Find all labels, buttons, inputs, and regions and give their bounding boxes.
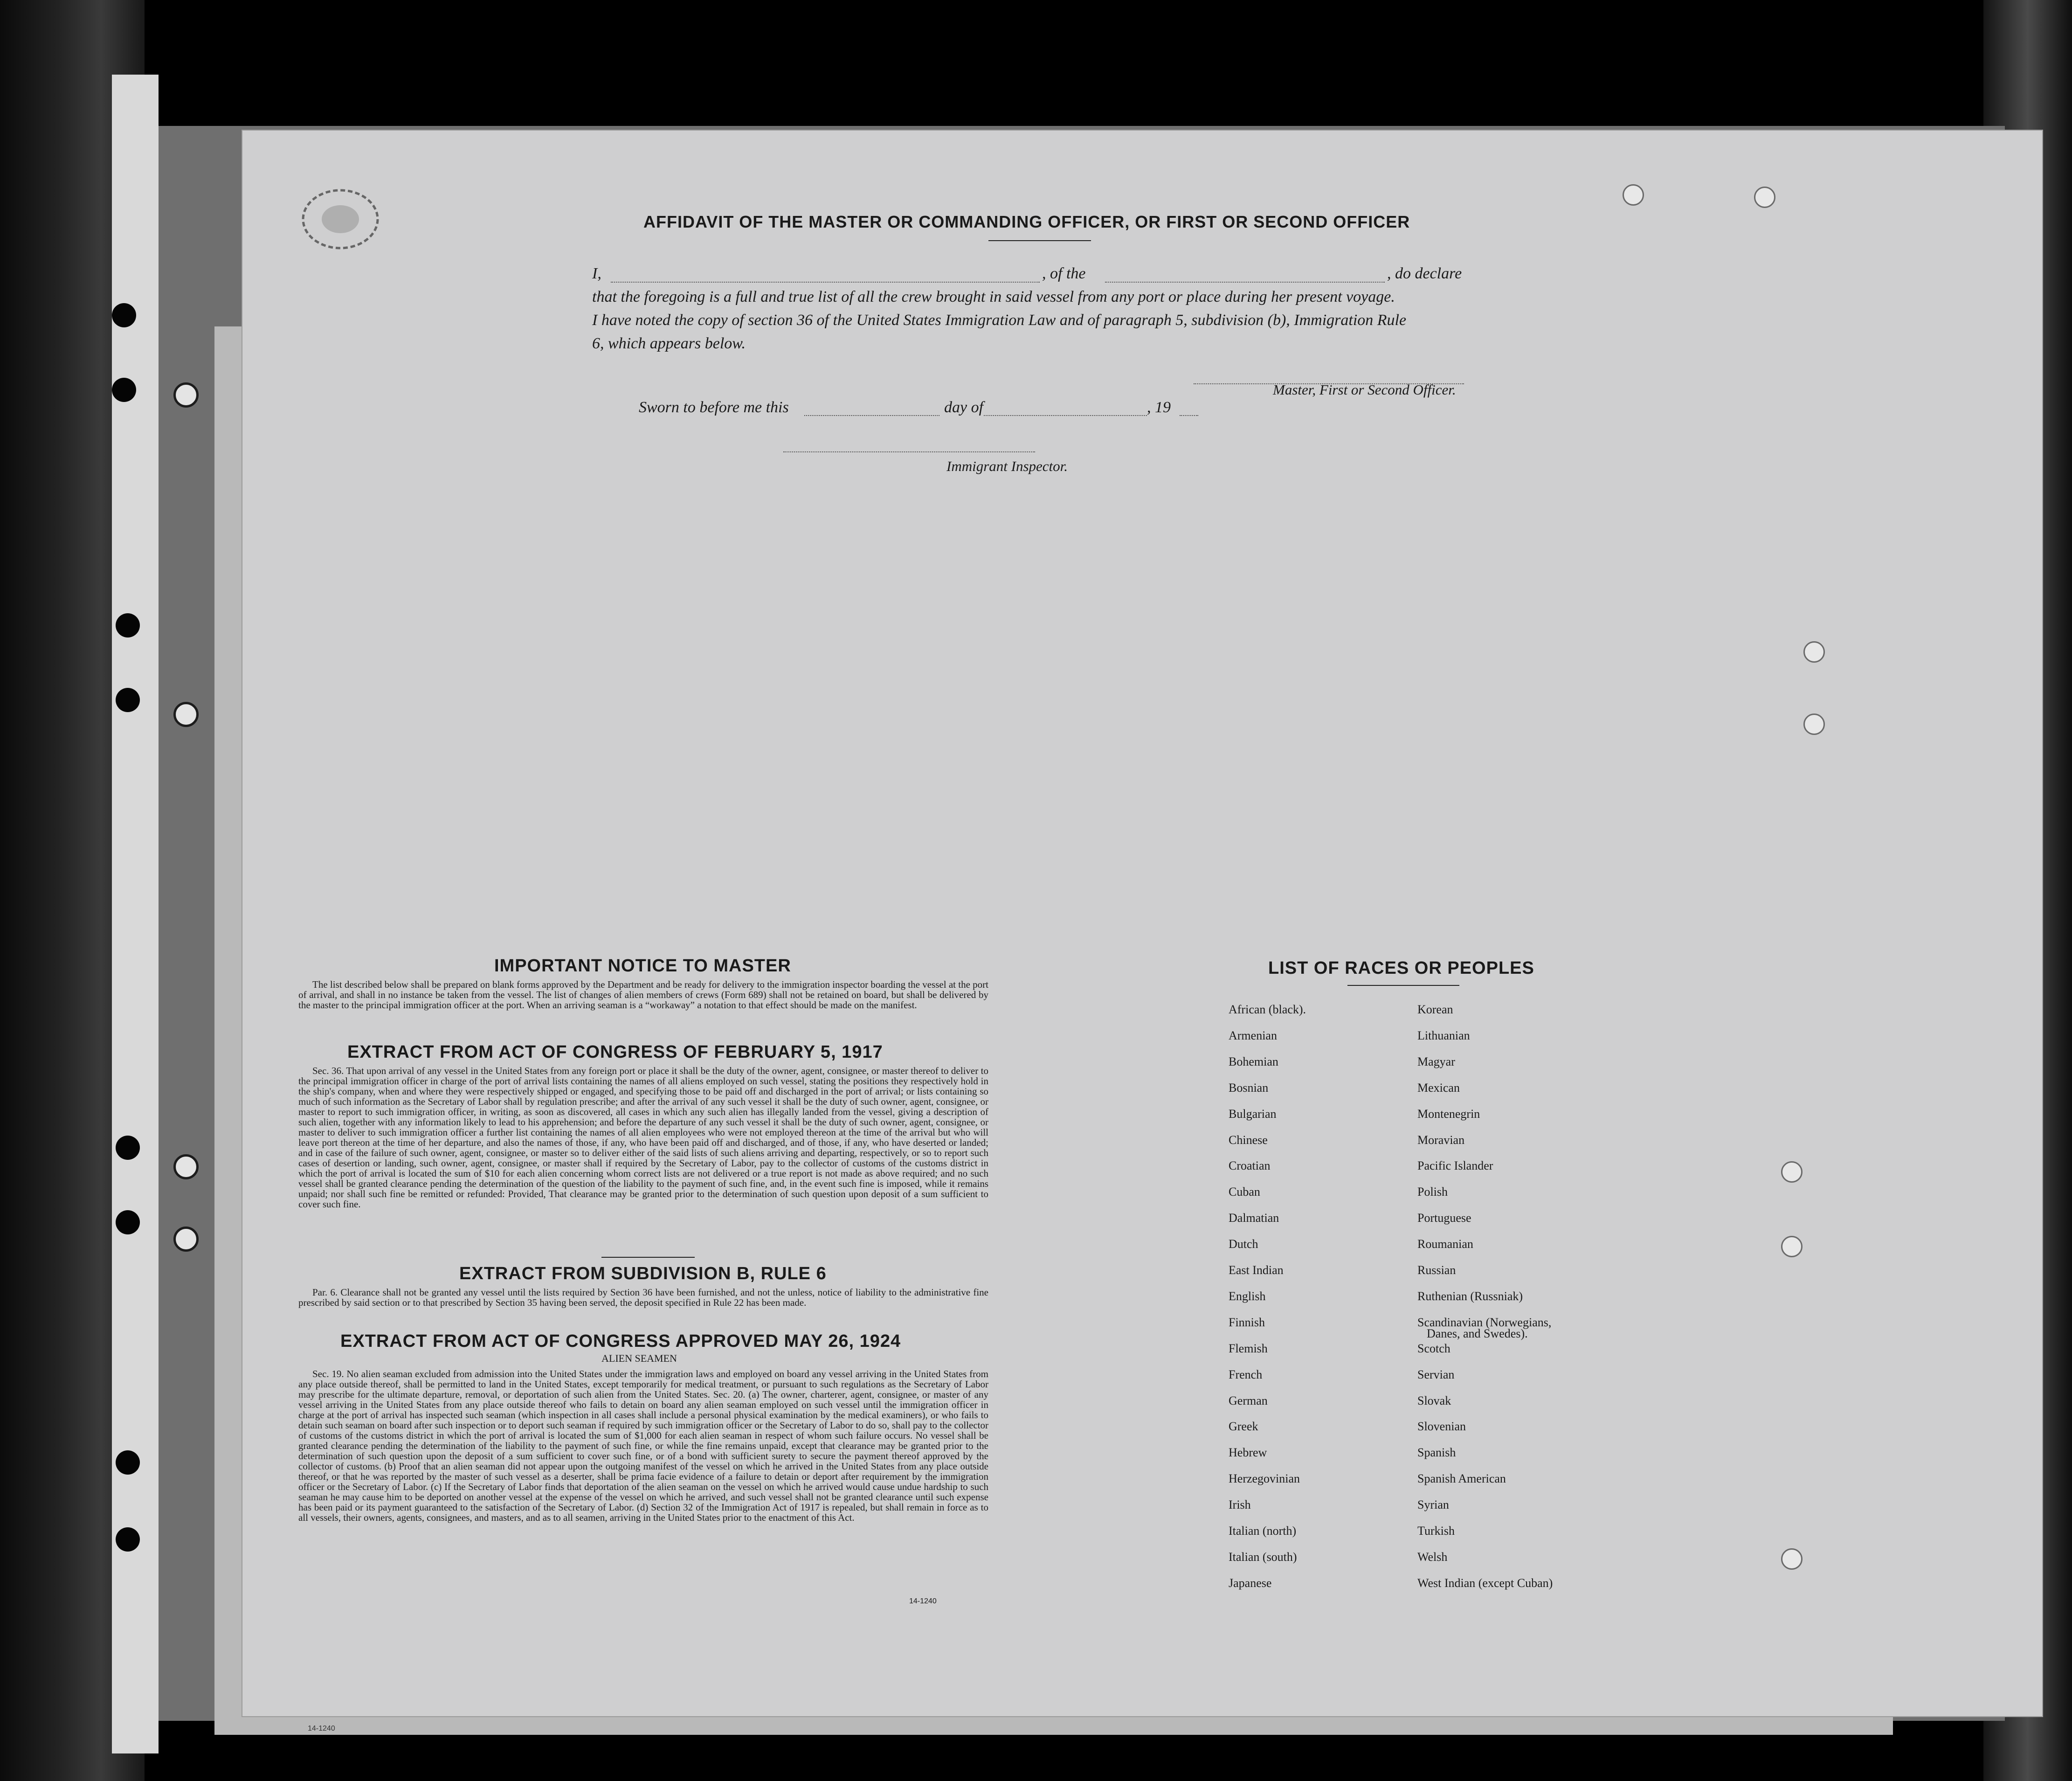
race-item: English [1229, 1289, 1266, 1303]
race-item: Spanish American [1417, 1472, 1506, 1485]
seal-stamp [298, 182, 382, 256]
affidavit-line4: 6, which appears below. [592, 335, 746, 352]
sheet-hole [1803, 714, 1825, 735]
race-item: Armenian [1229, 1029, 1277, 1042]
notice-title: IMPORTANT NOTICE TO MASTER [494, 956, 791, 976]
name-blank[interactable] [611, 282, 1040, 283]
race-item: Mexican [1417, 1081, 1460, 1095]
binder-hole [173, 702, 199, 727]
race-item: Dutch [1229, 1237, 1258, 1251]
race-item: Welsh [1417, 1550, 1448, 1564]
extract-1924-title: EXTRACT FROM ACT OF CONGRESS APPROVED MAY 26, 1924 [340, 1331, 901, 1351]
year-blank[interactable] [1180, 415, 1198, 416]
sworn-day-blank[interactable] [804, 415, 939, 416]
race-item: Ruthenian (Russniak) [1417, 1289, 1523, 1303]
bottom-form-number: 14-1240 [308, 1725, 335, 1732]
race-item: Servian [1417, 1368, 1455, 1381]
race-item: East Indian [1229, 1263, 1284, 1277]
race-item: Pacific Islander [1417, 1159, 1493, 1172]
race-item: Slovak [1417, 1394, 1451, 1407]
sheet-hole [1781, 1548, 1803, 1570]
race-item: Italian (south) [1229, 1550, 1297, 1564]
extract-1917-body: Sec. 36. That upon arrival of any vessel in the United States from any foreign port or place it shall be the duty of the owner, agent, consignee, or master thereof to deliver to the principal immigration officer in charge of the port of arrival lists containing the names of all aliens employed on such vessel, stating the positions they respectively hold in the ship's company, when and where they were respectively shipped or engaged, and specifying those to be paid off and discharged in the port of arrival; or lists containing so much of such information as the Secretary of Labor shall by regulation prescribe; and after the arrival of any such vessel it shall be the duty of such owner, agent, consignee, or master to report to such immigration officer, in writing, as soon as discovered, all cases in which any such alien has illegally landed from the vessel, giving a description of such alien, together with any information likely to lead to his apprehension; and before the departure of any such vessel it shall be the duty of such owner, agent, consignee, or master to deliver to such immigration officer a further list containing the names of all alien employees who were not employed thereon at the time of the arrival but who will leave port thereon at the time of her departure, and also the names of those, if any, who have been paid off and discharged, and of those, if any, who have deserted or landed; and in case of the failure of such owner, agent, consignee, or master so to deliver either of the said lists of such aliens arriving and departing, respectively, or so to report such cases of desertion or landing, such owner, agent, consignee, or master shall if required by the Secretary of Labor, pay to the collector of customs of the customs district in which the port of arrival is located the sum of $10 for each alien concerning whom correct lists are not delivered or a true report is not made as above required; and no such vessel shall be granted clearance pending the determination of the question of the liability to the payment of such fine, and, in the event such fine is imposed, while it remains unpaid; nor shall such fine be remitted or refunded: Provided, That clearance may be granted prior to the determination of such question upon deposit of a sum sufficient to cover such fine. [298, 1065, 988, 1210]
binder-hole [173, 1227, 199, 1252]
alien-seamen-subtitle: ALIEN SEAMEN [601, 1352, 677, 1364]
binder-hole [116, 1450, 140, 1475]
vessel-blank[interactable] [1105, 282, 1385, 283]
sworn-text: Sworn to before me this [639, 399, 789, 416]
sheet-hole [1781, 1236, 1803, 1257]
sheet-hole [1803, 641, 1825, 663]
binder-hole [112, 378, 136, 402]
section-rule [601, 1257, 695, 1258]
race-item: Greek [1229, 1420, 1258, 1433]
race-item: Montenegrin [1417, 1107, 1480, 1121]
race-item: Polish [1417, 1185, 1448, 1199]
race-item: Finnish [1229, 1316, 1265, 1329]
race-item: Spanish [1417, 1446, 1456, 1459]
master-label: Master, First or Second Officer. [1273, 381, 1456, 398]
race-item: German [1229, 1394, 1268, 1407]
race-item: French [1229, 1368, 1263, 1381]
inspector-signature-blank[interactable] [783, 451, 1035, 452]
sworn-month-blank[interactable] [984, 415, 1147, 416]
race-item: Bohemian [1229, 1055, 1278, 1068]
race-item: Chinese [1229, 1133, 1268, 1147]
affidavit-i: I, [592, 265, 601, 282]
binder-hole [116, 688, 140, 712]
race-item: Slovenian [1417, 1420, 1466, 1433]
race-item: Russian [1417, 1263, 1456, 1277]
sheet-hole [1754, 187, 1775, 208]
affidavit-line3: I have noted the copy of section 36 of the United States Immigration Law and of paragraph 5, subdivision (b), Immigration Rule [592, 312, 1407, 329]
binder-hole [116, 1527, 140, 1552]
notice-body: The list described below shall be prepared on blank forms approved by the Department and be ready for delivery to the immigration inspector boarding the vessel at the port of arrival, and shall in no instance be taken from the vessel. The list of changes of alien members of crews (Form 689) shall not be retained on board, but shall be delivered by the master to the principal immigration officer at the port. When an arriving seaman is a “workaway” a notation to that effect should be made on the manifest. [298, 979, 988, 1011]
binder-hole [116, 1136, 140, 1160]
extract-1924-body: Sec. 19. No alien seaman excluded from admission into the United States under the immigration laws and employed on board any vessel arriving in the United States from any place outside thereof, shall be permitted to land in the United States, except temporarily for medical treatment, or pursuant to such regulations as the Secretary of Labor may prescribe for the ultimate departure, removal, or deportation of such alien from the United States. Sec. 20. (a) The owner, charterer, agent, consignee, or master of any vessel arriving in the United States from any place outside thereof who fails to detain on board any alien seaman employed on such vessel until the immigration officer in charge at the port of arrival has inspected such seaman (which inspection in all cases shall include a personal physical examination by the medical examiners), or who fails to detain such seaman on board after such inspection or to deport such seaman if required by such immigration officer or the Secretary of Labor to do so, shall pay to the collector of customs of the customs district in which the port of arrival is located the sum of $1,000 for each alien seaman in respect of whom such failure occurs. No vessel shall be granted clearance pending the determination of the liability to the payment of such fine, or while the fine remains unpaid, except that clearance may be granted prior to the determination of such question upon the deposit of a sum sufficient to cover such fine, or of a bond with sufficient surety to secure the payment thereof approved by the collector of customs. (b) Proof that an alien seaman did not appear upon the outgoing manifest of the vessel on which he arrived in the United States from any place outside thereof, or that he was reported by the master of such vessel as a deserter, shall be prima facie evidence of a failure to detain or deport after requirement by the immigration officer or the Secretary of Labor. (c) If the Secretary of Labor finds that deportation of the alien seaman on the vessel on which he arrived would cause undue hardship to such seaman he may cause him to be deported on another vessel at the expense of the vessel on which he arrived, and such vessel shall not be granted clearance until such expense has been paid or its payment guaranteed to the satisfaction of the Secretary of Labor. (d) Section 32 of the Immigration Act of 1917 is repealed, but shall remain in force as to all vessels, their owners, agents, consignees, and masters, and as to all seamen, arriving in the United States prior to the enactment of this Act. [298, 1368, 988, 1523]
race-item: Lithuanian [1417, 1029, 1470, 1042]
race-item: West Indian (except Cuban) [1417, 1576, 1553, 1590]
title-rule [988, 240, 1091, 241]
race-item: Magyar [1417, 1055, 1455, 1068]
race-item-continuation: Danes, and Swedes). [1427, 1327, 1528, 1340]
race-item: African (black). [1229, 1003, 1306, 1016]
sheet-hole [1781, 1161, 1803, 1183]
binder-hole [116, 1210, 140, 1234]
race-item: Portuguese [1417, 1211, 1471, 1225]
extract-rule6-title: EXTRACT FROM SUBDIVISION B, RULE 6 [459, 1264, 827, 1283]
affidavit-declare: , do declare [1387, 265, 1462, 282]
binder-hole [173, 1154, 199, 1179]
race-item: Scandinavian (Norwegians, [1417, 1316, 1552, 1329]
inspector-label: Immigrant Inspector. [946, 458, 1068, 474]
race-item: Bulgarian [1229, 1107, 1277, 1121]
race-item: Bosnian [1229, 1081, 1269, 1095]
race-item: Korean [1417, 1003, 1453, 1016]
binder-hole [112, 303, 136, 327]
race-item: Moravian [1417, 1133, 1465, 1147]
race-item: Croatian [1229, 1159, 1271, 1172]
sheet-hole [1623, 184, 1644, 206]
race-item: Japanese [1229, 1576, 1272, 1590]
race-item: Cuban [1229, 1185, 1260, 1199]
race-item: Irish [1229, 1498, 1251, 1511]
form-number: 14-1240 [909, 1597, 937, 1605]
extract-1917-title: EXTRACT FROM ACT OF CONGRESS OF FEBRUARY 5, 1917 [347, 1042, 883, 1062]
affidavit-of-the: , of the [1042, 265, 1086, 282]
affidavit-line2: that the foregoing is a full and true list of all the crew brought in said vessel from any port or place during her present voyage. [592, 288, 1395, 305]
race-item: Dalmatian [1229, 1211, 1279, 1225]
race-item: Flemish [1229, 1342, 1268, 1355]
race-item: Hebrew [1229, 1446, 1267, 1459]
race-item: Scotch [1417, 1342, 1450, 1355]
affidavit-title: AFFIDAVIT OF THE MASTER OR COMMANDING OFFICER, OR FIRST OR SECOND OFFICER [643, 212, 1410, 231]
year-text: , 19 [1147, 399, 1171, 416]
race-item: Syrian [1417, 1498, 1449, 1511]
extract-rule6-body: Par. 6. Clearance shall not be granted any vessel until the lists required by Section 36 have been furnished, and not the unless, notice of liability to the administrative fine prescribed by said section or to that prescribed by Section 35 having been served, the deposit specified in Rule 22 has been made. [298, 1287, 988, 1308]
binder-hole [173, 382, 199, 408]
binder-hole [116, 613, 140, 638]
race-item: Roumanian [1417, 1237, 1473, 1251]
race-item: Herzegovinian [1229, 1472, 1300, 1485]
races-title: LIST OF RACES OR PEOPLES [1268, 958, 1534, 978]
races-rule [1347, 985, 1459, 986]
day-of-text: day of [944, 399, 984, 416]
race-item: Italian (north) [1229, 1524, 1297, 1538]
race-item: Turkish [1417, 1524, 1455, 1538]
